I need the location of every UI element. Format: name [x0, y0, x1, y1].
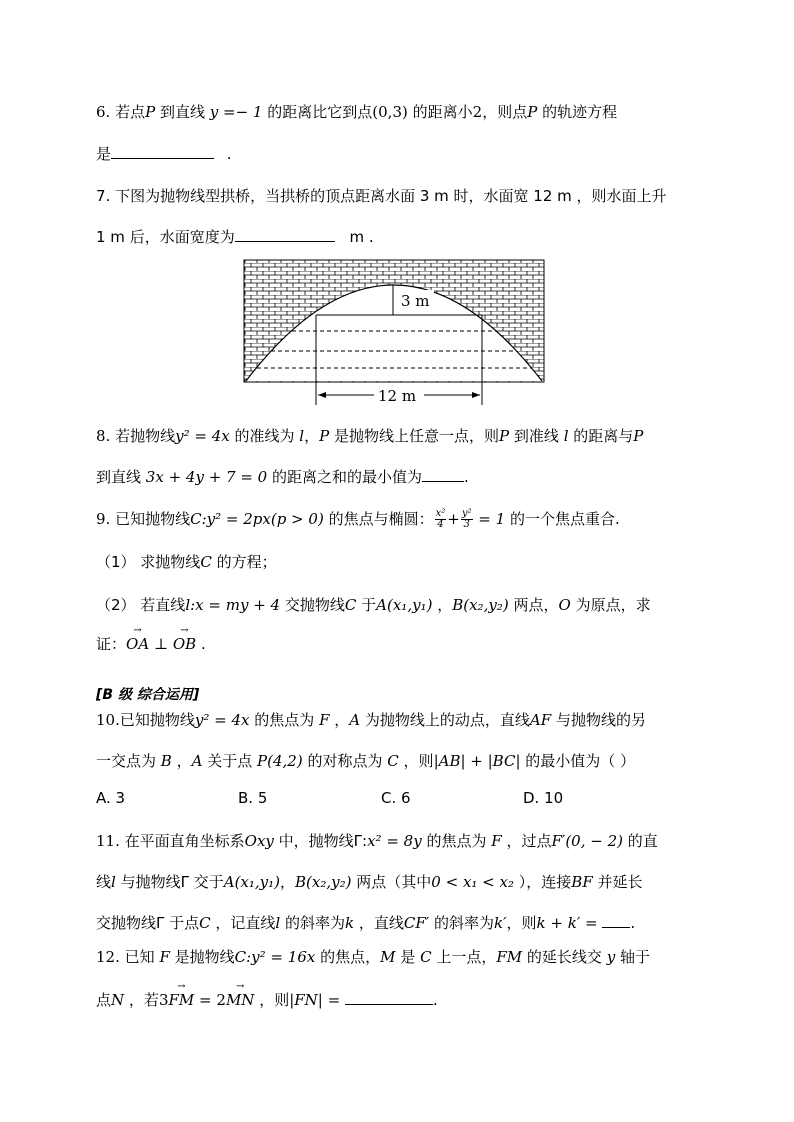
answer-blank[interactable] — [235, 226, 335, 242]
height-label: 3 m — [401, 292, 430, 310]
q6-line2: 是 . — [96, 145, 232, 163]
fraction-x2-4: $\frac{\text{x²}}{4}$ — [435, 508, 446, 530]
vector-FM: → FM — [168, 991, 194, 1009]
q7-line1: 7. 下图为抛物线型拱桥，当拱桥的顶点距离水面 3 m 时，水面宽 12 m ，则水面上升 — [96, 187, 667, 205]
section-heading: [B 级 综合运用] — [96, 687, 200, 703]
vector-OB: → OB — [173, 635, 196, 653]
vector-OA: → OA — [126, 635, 149, 653]
option-d[interactable]: D. 10 — [523, 789, 564, 807]
q12-line1: 12. 已知 F 是抛物线C:y² = 16x 的焦点，M 是 C 上一点，FM 的延长线交 y 轴于 — [96, 948, 650, 966]
q10-line1: 10.已知抛物线y² = 4x 的焦点为 F ，A 为抛物线上的动点，直线AF 与抛物线的另 — [96, 711, 646, 729]
arrow-right-icon — [472, 392, 480, 398]
q7-line2: 1 m 后，水面宽度为 m . — [96, 228, 374, 246]
width-label: 12 m — [378, 387, 417, 405]
fraction-y2-3: $\frac{\text{y²}}{3}$ — [461, 508, 472, 530]
q12-line2: 点N ，若3→ FM = 2→ MN ，则|FN| = . — [96, 989, 438, 1010]
arch-bridge-figure — [236, 255, 556, 415]
q9-part2: （2） 若直线l:x = my + 4 交抛物线C 于A(x₁,y₁) ，B(x₂,y₂) 两点，O 为原点，求 — [96, 596, 651, 614]
answer-blank[interactable] — [422, 466, 464, 482]
option-b[interactable]: B. 5 — [238, 789, 268, 807]
option-a[interactable]: A. 3 — [96, 789, 126, 807]
answer-blank[interactable] — [111, 143, 214, 159]
answer-blank[interactable] — [602, 912, 630, 928]
q8-line2: 到直线 3x + 4y + 7 = 0 的距离之和的最小值为 . — [96, 468, 469, 486]
vector-MN: → MN — [226, 991, 254, 1009]
answer-blank[interactable] — [345, 989, 433, 1005]
q9-part2-line2: 证：→ OA ⊥ → OB . — [96, 633, 206, 654]
q11-line1: 11. 在平面直角坐标系Oxy 中，抛物线Γ:x² = 8y 的焦点为 F ，过点F′(0, − 2) 的直 — [96, 832, 658, 850]
option-c[interactable]: C. 6 — [381, 789, 411, 807]
arrow-left-icon — [318, 392, 326, 398]
q8-line1: 8. 若抛物线y² = 4x 的准线为 l，P 是抛物线上任意一点，则P 到准线 l 的距离与P — [96, 427, 644, 445]
q10-line2: 一交点为 B ，A 关于点 P(4,2) 的对称点为 C ，则|AB| + |BC| 的最小值为（ ） — [96, 752, 636, 770]
q9-line1: 9. 已知抛物线C:y² = 2px(p > 0) 的焦点与椭圆： $\frac{\text{x²}}{4}$ + $\frac{\text{y²}}{3}$ = 1 的一个焦点重合. — [96, 508, 620, 530]
q11-line3: 交抛物线Γ 于点C ，记直线l 的斜率为k ，直线CF′ 的斜率为k′，则k + k′ = . — [96, 914, 636, 932]
q11-line2: 线l 与抛物线Γ 交于A(x₁,y₁)，B(x₂,y₂) 两点（其中0 < x₁ < x₂ ），连接BF 并延长 — [96, 873, 643, 891]
q9-part1: （1） 求抛物线C 的方程； — [96, 553, 277, 571]
q6-line1: 6. 若点P 到直线 y =− 1 的距离比它到点(0,3) 的距离小2，则点P 的轨迹方程 — [96, 103, 618, 121]
